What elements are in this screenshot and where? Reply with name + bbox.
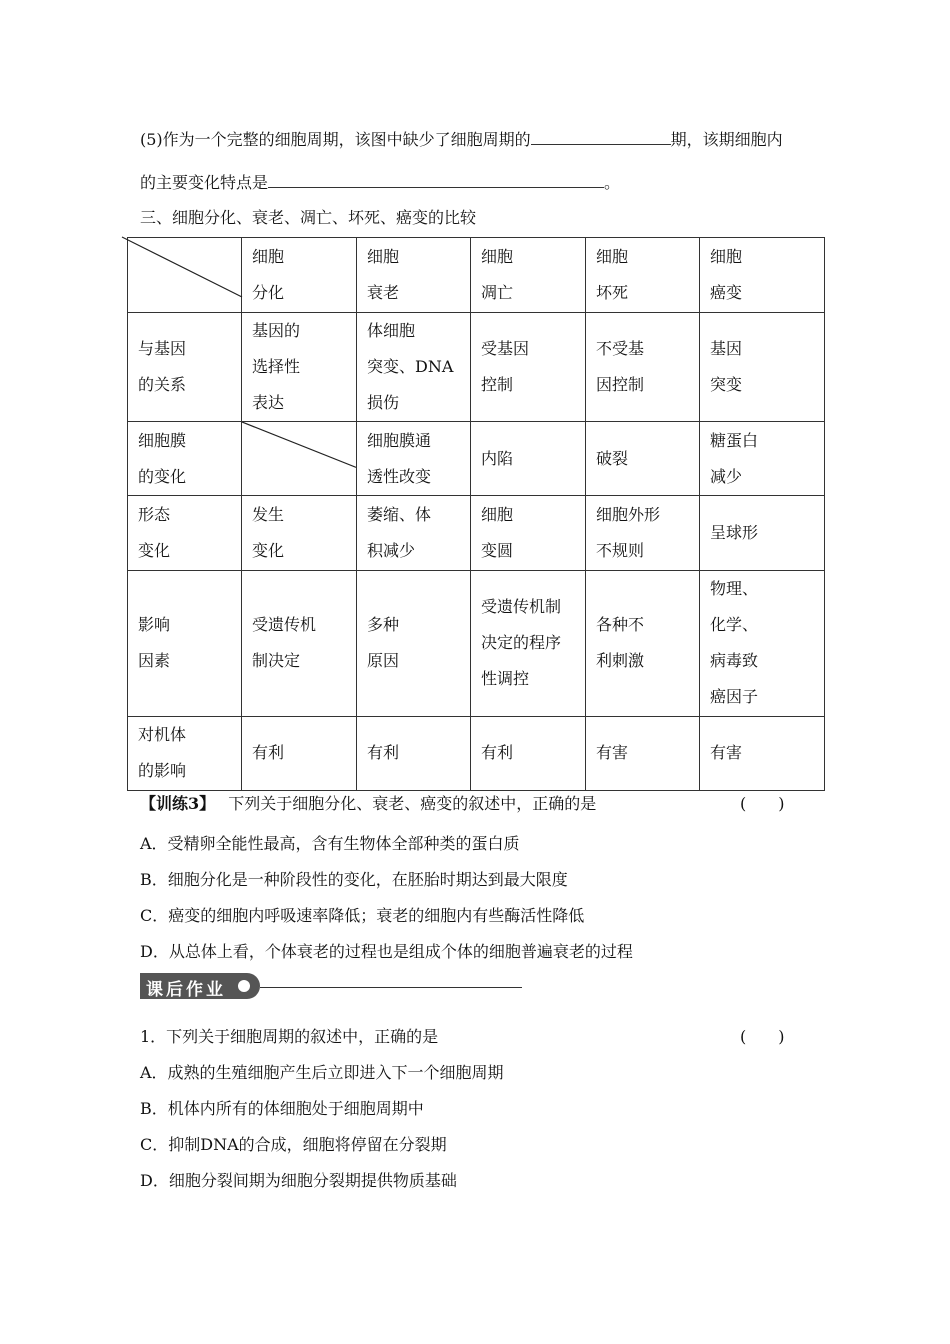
cell-line: 物理、: [710, 579, 759, 599]
header-cell-line: 分化: [252, 283, 285, 303]
cell-line: 控制: [481, 375, 514, 395]
cell-line: 不受基: [596, 339, 645, 359]
cell-line: 癌因子: [710, 687, 759, 707]
row-label-line: 对机体: [138, 725, 187, 745]
training3-option-c[interactable]: C．癌变的细胞内呼吸速率降低；衰老的细胞内有些酶活性降低: [140, 906, 585, 925]
header-cell-line: 细胞: [367, 247, 400, 267]
hw1-option-c[interactable]: C．抑制DNA的合成，细胞将停留在分裂期: [140, 1135, 447, 1154]
row-label-cell: [128, 313, 242, 422]
cell-line: 受基因: [481, 339, 530, 359]
table-cell: [471, 422, 586, 496]
table-cell: [700, 716, 825, 790]
cell-line: 变化: [252, 541, 285, 560]
cell-line: 细胞外形: [596, 505, 661, 524]
row-label-cell: [128, 716, 242, 790]
cell-line: 积减少: [367, 541, 416, 560]
hw1-answer-paren[interactable]: ( ): [740, 1027, 785, 1046]
table-cell: [586, 422, 700, 496]
row-label-line: 变化: [138, 541, 171, 560]
table-cell: [700, 570, 825, 716]
training3-option-d[interactable]: D．从总体上看，个体衰老的过程也是组成个体的细胞普遍衰老的过程: [140, 942, 633, 961]
q5-text-2: 期，该期细胞内: [670, 130, 783, 149]
table-cell: [242, 313, 357, 422]
cell-line: 损伤: [367, 393, 400, 413]
cell-line: 不规则: [596, 541, 645, 560]
table-cell: [357, 422, 471, 496]
cell-line: 利刺激: [596, 651, 645, 671]
cell-line: 细胞: [481, 505, 514, 524]
cell-line: 基因的: [252, 321, 301, 341]
cell-line: 减少: [710, 466, 743, 486]
cell-line: 各种不: [596, 615, 645, 635]
hw1-question: 1．下列关于细胞周期的叙述中，正确的是: [140, 1027, 439, 1046]
q5-text-4: 。: [604, 173, 621, 192]
cell-line: 细胞膜通: [367, 430, 432, 450]
header-cell-line: 细胞: [596, 247, 629, 267]
cell-line: 变圆: [481, 541, 514, 560]
q5-line1: [140, 127, 783, 150]
header-cell-line: 细胞: [252, 247, 285, 267]
table-cell: [471, 313, 586, 422]
table-row: [128, 570, 825, 716]
cell-line: 突变、DNA: [367, 357, 454, 377]
row-label-cell: [128, 422, 242, 496]
table-header-cell: [700, 238, 825, 313]
row-label-line: 与基因: [138, 339, 187, 359]
cell-line: 原因: [367, 651, 400, 671]
cell-line: 体细胞: [367, 321, 416, 341]
header-cell-line: 凋亡: [481, 283, 514, 303]
hw1-option-d[interactable]: D．细胞分裂间期为细胞分裂期提供物质基础: [140, 1171, 457, 1190]
cell-line: 决定的程序: [481, 633, 562, 653]
cell-line: 制决定: [252, 651, 301, 671]
cell-line: 多种: [367, 615, 400, 635]
cell-line: 有利: [481, 743, 514, 763]
row-label-line: 因素: [138, 651, 171, 671]
q5-line2: [140, 170, 620, 193]
answer-blank-phase[interactable]: [531, 130, 671, 145]
cell-line: 萎缩、体: [367, 505, 432, 524]
cell-line: 发生: [252, 505, 285, 524]
cell-line: 糖蛋白: [710, 430, 759, 450]
homework-banner: [140, 973, 260, 999]
table-cell: [357, 716, 471, 790]
row-label-line: 影响: [138, 615, 171, 635]
table-row: [128, 496, 825, 570]
training3-question-line: [140, 791, 790, 814]
table-cell: [471, 570, 586, 716]
row-label-cell: [128, 496, 242, 570]
section3-title: 三、细胞分化、衰老、凋亡、坏死、癌变的比较: [140, 208, 477, 227]
cell-line: 有利: [252, 743, 285, 763]
cell-line: 表达: [252, 393, 285, 413]
cell-line: 受遗传机: [252, 615, 317, 635]
table-header-cell: [586, 238, 700, 313]
empty-diagonal-cell: [242, 422, 357, 496]
banner-rule: [260, 987, 522, 988]
training3-question: 下列关于细胞分化、衰老、癌变的叙述中，正确的是: [228, 794, 597, 813]
training3-tag: 【训练3】: [140, 794, 216, 813]
diagonal-line: [242, 422, 356, 495]
answer-blank-features[interactable]: [268, 173, 604, 188]
cell-line: 选择性: [252, 357, 301, 377]
q5-text-1: (5)作为一个完整的细胞周期，该图中缺少了细胞周期的: [140, 130, 531, 149]
table-cell: [471, 716, 586, 790]
cell-line: 破裂: [596, 448, 629, 468]
circle-icon: [238, 980, 250, 992]
row-label-line: 的影响: [138, 761, 187, 781]
table-header-cell: [471, 238, 586, 313]
header-cell-line: 细胞: [481, 247, 514, 267]
header-cell-line: 坏死: [596, 283, 629, 303]
table-cell: [471, 496, 586, 570]
table-cell: [586, 716, 700, 790]
table-row: [128, 716, 825, 790]
cell-line: 性调控: [481, 669, 530, 689]
cell-line: 透性改变: [367, 466, 432, 486]
row-label-line: 的关系: [138, 375, 187, 395]
cell-line: 有利: [367, 743, 400, 763]
cell-line: 化学、: [710, 615, 759, 635]
table-cell: [586, 570, 700, 716]
cell-line: 受遗传机制: [481, 597, 562, 617]
table-cell: [242, 716, 357, 790]
table-cell: [586, 496, 700, 570]
table-cell: [700, 422, 825, 496]
cell-line: 有害: [710, 743, 743, 763]
homework-banner-title: 课后作业: [146, 980, 226, 1000]
table-cell: [357, 496, 471, 570]
cell-line: 病毒致: [710, 651, 759, 671]
row-label-line: 细胞膜: [138, 430, 187, 450]
header-cell-line: 细胞: [710, 247, 743, 267]
table-cell: [242, 570, 357, 716]
table-header-cell: [357, 238, 471, 313]
row-label-line: 的变化: [138, 466, 187, 486]
training3-answer-paren[interactable]: ( ): [740, 794, 785, 813]
training3-option-a[interactable]: A．受精卵全能性最高，含有生物体全部种类的蛋白质: [140, 834, 520, 853]
hw1-option-a[interactable]: A．成熟的生殖细胞产生后立即进入下一个细胞周期: [140, 1063, 504, 1082]
q5-text-3: 的主要变化特点是: [140, 173, 269, 192]
cell-line: 基因: [710, 339, 743, 359]
table-header-cell: [242, 238, 357, 313]
training3-option-b[interactable]: B．细胞分化是一种阶段性的变化，在胚胎时期达到最大限度: [140, 870, 568, 889]
cell-line: 有害: [596, 743, 629, 763]
cell-line: 因控制: [596, 375, 645, 395]
table-cell: [357, 313, 471, 422]
row-label-cell: [128, 570, 242, 716]
row-label-line: 形态: [138, 505, 171, 524]
table-row: [128, 313, 825, 422]
cell-line: 内陷: [481, 448, 514, 468]
table-cell: [357, 570, 471, 716]
table-cell: [242, 496, 357, 570]
comparison-table: [127, 237, 825, 791]
table-cell: [700, 313, 825, 422]
table-cell: [586, 313, 700, 422]
cell-line: 呈球形: [710, 523, 759, 542]
table-cell: [700, 496, 825, 570]
header-cell-line: 衰老: [367, 283, 400, 303]
hw1-question-line: [140, 1024, 790, 1047]
header-cell-line: 癌变: [710, 283, 743, 303]
table-row: [128, 422, 825, 496]
cell-line: 突变: [710, 375, 743, 395]
hw1-option-b[interactable]: B．机体内所有的体细胞处于细胞周期中: [140, 1099, 424, 1118]
corner-diagonal-line: [118, 233, 246, 303]
